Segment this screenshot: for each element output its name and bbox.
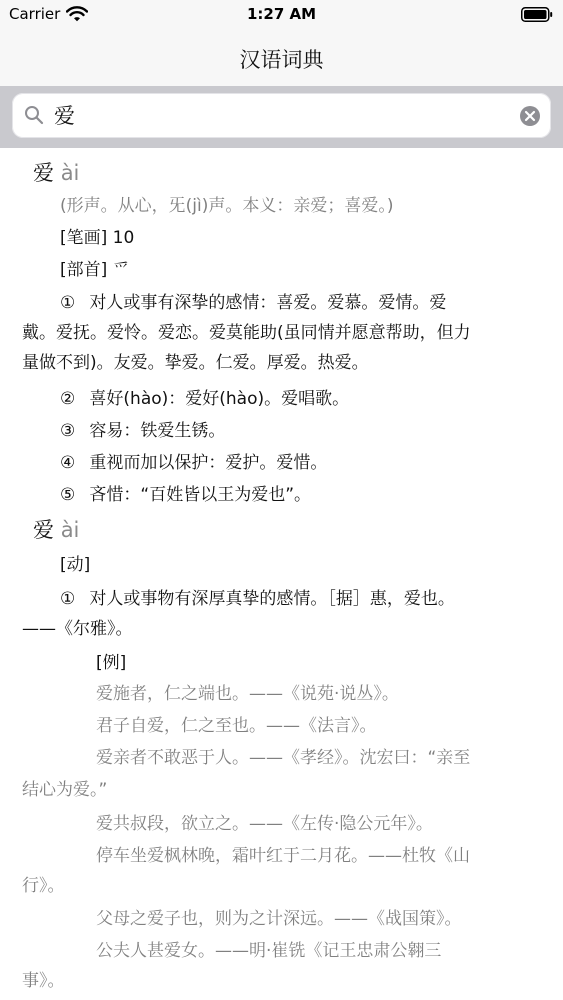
- definition-item: [60, 480, 563, 510]
- radical-label: [部首]: [60, 260, 108, 280]
- search-field[interactable]: [12, 93, 551, 138]
- definition-text: 喜好(hào)：爱好(hào)。爱唱歌。: [89, 389, 350, 409]
- example-item: 君子自爱，仁之至也。——《法言》。: [96, 716, 377, 736]
- entry-char: 爱: [33, 518, 54, 542]
- entry-content: [0, 148, 563, 1000]
- example-item: 停车坐爱枫林晚，霜叶红于二月花。——杜牧《山: [96, 846, 470, 866]
- entry-char: 爱: [33, 161, 54, 185]
- radical-value: 爫: [112, 260, 130, 280]
- strokes-value: 10: [112, 228, 135, 248]
- navigation-bar: [0, 30, 563, 86]
- examples-label: [例]: [96, 653, 127, 673]
- definition-text: 对人或事有深挚的感情：喜爱。爱慕。爱情。爱: [89, 293, 447, 313]
- status-bar: [0, 0, 563, 30]
- carrier-label: Carrier: [9, 5, 61, 23]
- page-title: 汉语词典: [239, 48, 324, 72]
- clear-icon[interactable]: [519, 105, 541, 127]
- strokes-label: [笔画]: [60, 228, 108, 248]
- definition-item: [60, 584, 563, 614]
- definition-item: [60, 448, 563, 478]
- entry-heading: [33, 158, 553, 188]
- definition-number: ④: [60, 453, 76, 473]
- example-item: 爱施者，仁之端也。——《说苑·说丛》。: [96, 684, 399, 704]
- search-input[interactable]: [54, 103, 494, 127]
- definition-continuation: 戴。爱抚。爱怜。爱恋。爱莫能助(虽同情并愿意帮助，但力: [22, 323, 471, 343]
- example-item: 爱亲者不敢恶于人。——《孝经》。沈宏曰：“亲至: [96, 748, 471, 768]
- battery-icon: [521, 7, 553, 22]
- definition-item: [60, 416, 563, 446]
- status-time: 1:27 AM: [246, 5, 317, 23]
- entry-pinyin: ài: [60, 518, 80, 542]
- search-bar: [0, 86, 563, 148]
- strokes-row: [60, 223, 563, 253]
- search-icon: [24, 105, 44, 125]
- example-item: 爱共叔段，欲立之。——《左传·隐公元年》。: [96, 814, 433, 834]
- definition-item: [60, 288, 563, 318]
- example-item: 公夫人甚爱女。——明·崔铣《记王忠肃公翱三: [96, 941, 442, 961]
- definition-text: 对人或事物有深厚真挚的感情。［据］惠，爱也。: [89, 589, 455, 609]
- radical-row: [60, 255, 563, 285]
- example-continuation: 事》。: [22, 971, 65, 991]
- definition-number: ①: [60, 589, 76, 609]
- definition-number: ③: [60, 421, 76, 441]
- definition-continuation: ——《尔雅》。: [22, 619, 133, 639]
- definition-text: 吝惜：“百姓皆以王为爱也”。: [89, 485, 312, 505]
- entry-pinyin: ài: [60, 161, 80, 185]
- definition-text: 容易：铁爱生锈。: [89, 421, 226, 441]
- part-of-speech: [动]: [60, 555, 91, 575]
- example-continuation: 结心为爱。”: [22, 780, 108, 800]
- definition-number: ②: [60, 389, 76, 409]
- etymology: (形声。从心，旡(jì)声。本义：亲爱；喜爱。): [60, 196, 394, 216]
- definition-number: ⑤: [60, 485, 76, 505]
- definition-continuation: 量做不到)。友爱。挚爱。仁爱。厚爱。热爱。: [22, 353, 369, 373]
- definition-number: ①: [60, 293, 76, 313]
- example-item: 父母之爱子也，则为之计深远。——《战国策》。: [96, 909, 462, 929]
- example-continuation: 行》。: [22, 876, 65, 896]
- definition-item: [60, 384, 563, 414]
- definition-text: 重视而加以保护：爱护。爱惜。: [89, 453, 328, 473]
- entry-heading: [33, 515, 553, 545]
